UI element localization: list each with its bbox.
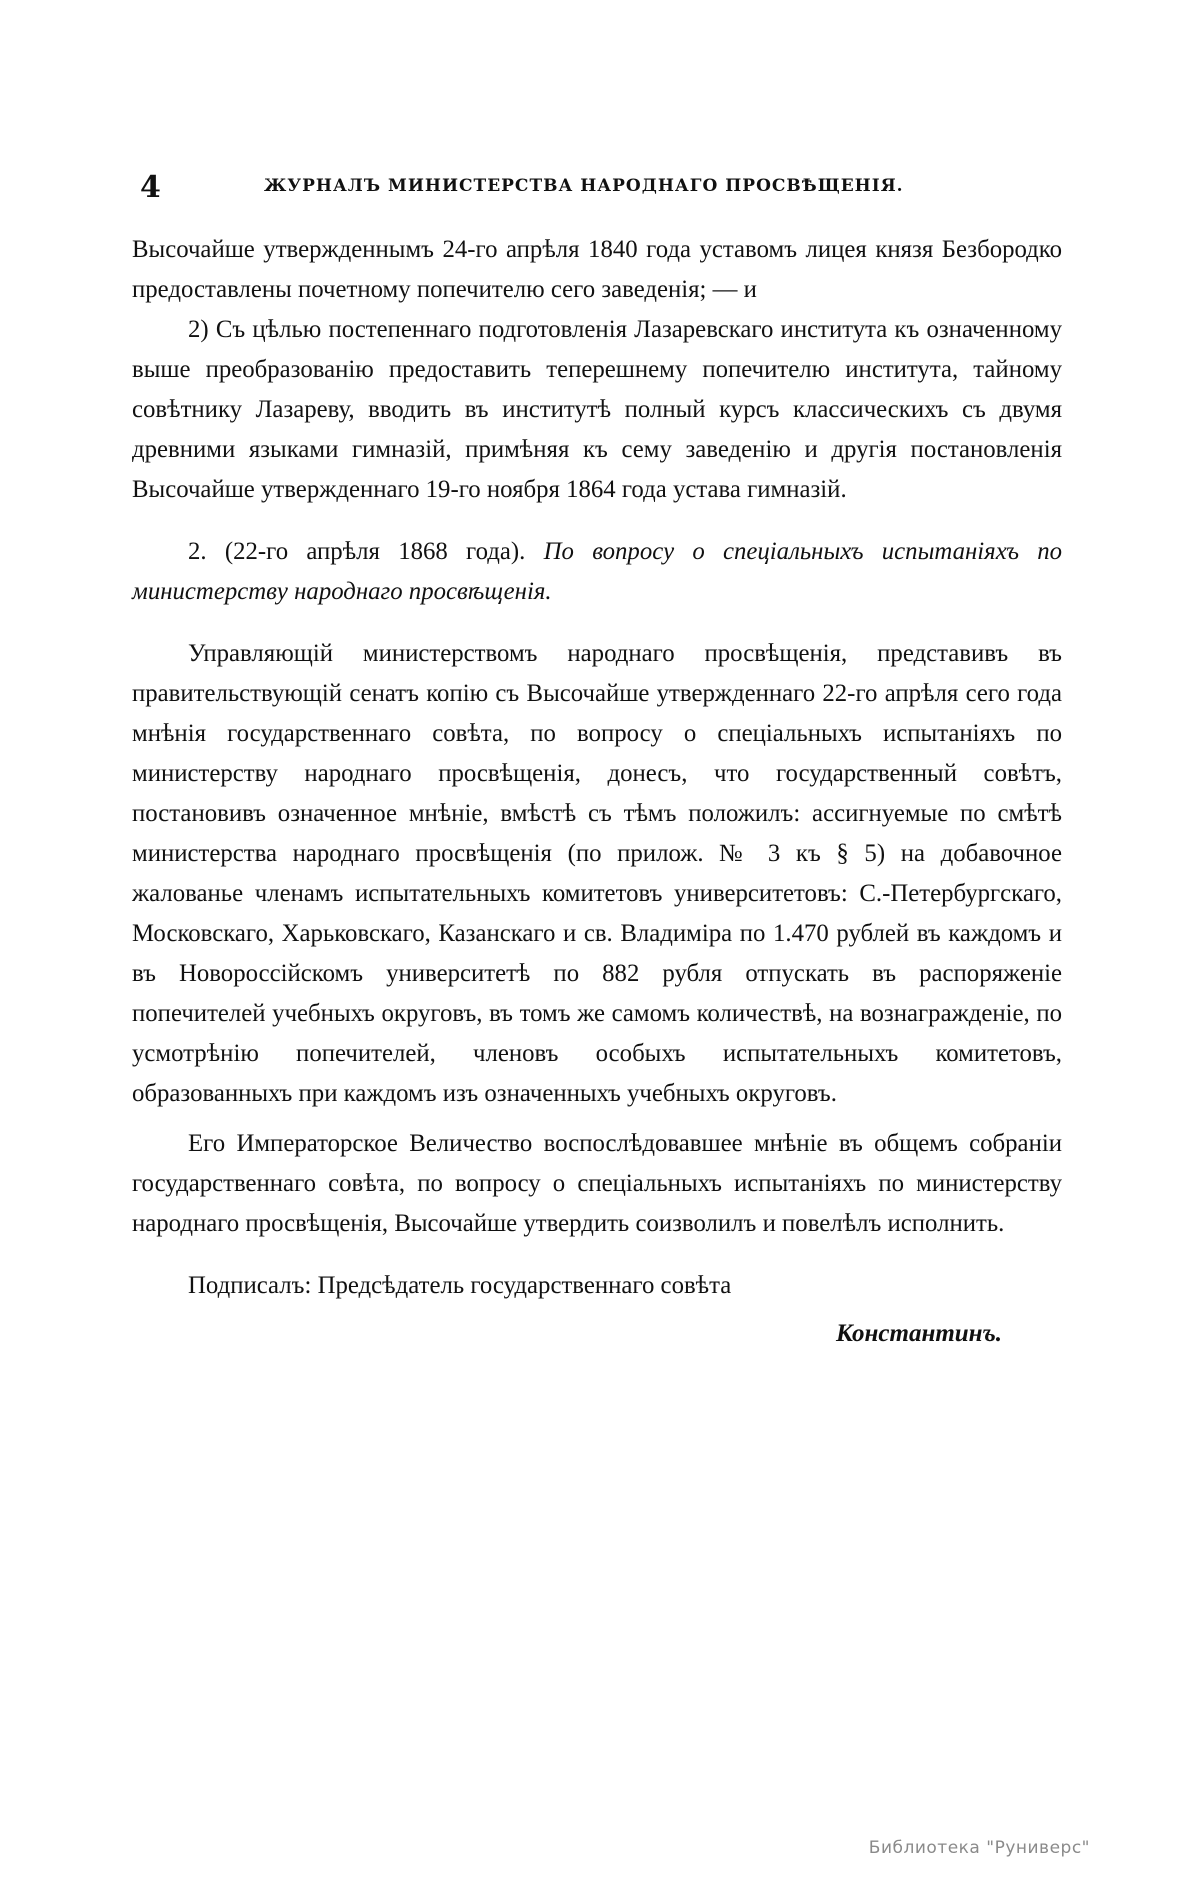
page-number: 4	[140, 170, 161, 205]
paragraph-2: 2) Съ цѣлью постепеннаго подготовленія Лазаревскаго института къ означенному выше преобразованію предоставить теперешнему попечителю института, тайному совѣтнику Лазареву, вводить въ институтѣ полный курсъ классическихъ съ двумя древними языками гимназій, примѣняя къ сему заведенію и другія постановленія Высочайше утвержденнаго 19-го ноября 1864 года устава гимназій.	[132, 316, 1062, 503]
paragraph-3	[132, 532, 1062, 612]
page-header	[132, 170, 1062, 206]
paragraph-1: Высочайше утвержденнымъ 24-го апрѣля 1840 года уставомъ лицея князя Безбородко предоставлены почетному попечителю сего заведенія; — и	[132, 236, 1062, 303]
running-title: ЖУРНАЛЪ МИНИСТЕРСТВА НАРОДНАГО ПРОСВѢЩЕНІЯ.	[264, 176, 904, 196]
paragraph-4: Управляющій министерствомъ народнаго просвѣщенія, представивъ въ правительствующій сенатъ копію съ Высочайше утвержденнаго 22-го апрѣля сего года мнѣнія государственнаго совѣта, по вопросу о спеціальныхъ испытаніяхъ по министерству народнаго просвѣщенія, донесъ, что государственный совѣтъ, постановивъ означенное мнѣніе, вмѣстѣ съ тѣмъ положилъ: ассигнуемые по смѣтѣ министерства народнаго просвѣщенія (по прилож. № 3 къ § 5) на добавочное жалованье членамъ испытательныхъ комитетовъ университетовъ: С.-Петербургскаго, Московскаго, Харьковскаго, Казанскаго и св. Владиміра по 1.470 рублей въ каждомъ и въ Новороссійскомъ университетѣ по 882 рубля отпускать въ распоряженіе попечителей учебныхъ округовъ, въ томъ же самомъ количествѣ, на вознагражденіе, по усмотрѣнію попечителей, членовъ особыхъ испытательныхъ комитетовъ, образованныхъ при каждомъ изъ означенныхъ учебныхъ округовъ.	[132, 640, 1062, 1107]
signature-name: Константинъ.	[836, 1320, 1002, 1347]
paragraph-5: Его Императорское Величество воспослѣдовавшее мнѣніе въ общемъ собраніи государственнаго совѣта, по вопросу о спеціальныхъ испытаніяхъ по министерству народнаго просвѣщенія, Высочайше утвердить соизволилъ и повелѣлъ исполнить.	[132, 1130, 1062, 1237]
library-watermark: Библиотека "Руниверс"	[868, 1838, 1090, 1858]
page-body	[132, 170, 1062, 1354]
decree-date: 2. (22-го апрѣля 1868 года).	[188, 538, 526, 565]
decree-subject: По вопросу о спеціальныхъ испытаніяхъ по министерству народнаго просвѣщенія.	[132, 538, 1062, 605]
signature-line: Подписалъ: Предсѣдатель государственнаго совѣта	[188, 1272, 732, 1299]
